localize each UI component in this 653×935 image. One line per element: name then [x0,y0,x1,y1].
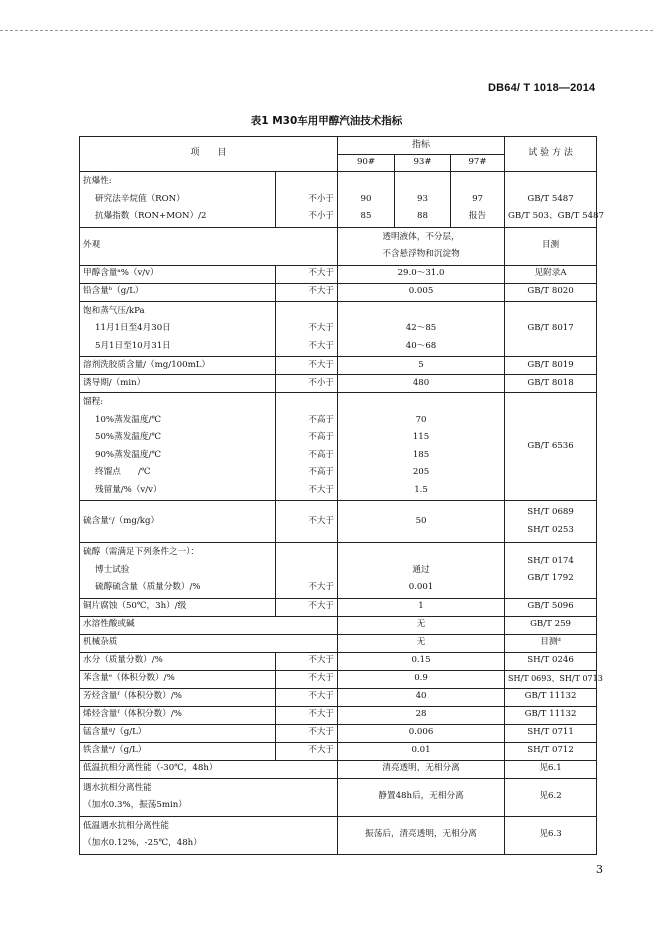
antiknock-93: 93 88 [395,172,451,228]
appearance-method: 目测 [505,227,597,265]
impurities-value: 无 [338,634,505,652]
top-dashed-rule [0,30,653,31]
mercaptan-label: 硫醇（需满足下列条件之一）： 博士试验 硫醇硫含量（质量分数）/% [80,543,276,599]
lowtemp-label: 低温抗相分离性能（-30℃，48h） [80,760,338,778]
row-benzene [80,670,597,688]
induction-method: GB/T 8018 [505,375,597,393]
water-method: SH/T 0246 [505,652,597,670]
methanol-limit: 不大于 [276,265,338,283]
row-iron [80,742,597,760]
header-index: 指标 [338,137,505,155]
row-lead [80,283,597,301]
aromatics-method: GB/T 11132 [505,688,597,706]
header-item: 项 目 [80,137,338,172]
acid-label: 水溶性酸或碱 [80,616,338,634]
header-row [80,137,597,155]
copper-limit: 不大于 [276,598,338,616]
methanol-label: 甲醇含量ᵃ%（v/v） [80,265,276,283]
row-acid [80,616,597,634]
row-methanol [80,265,597,283]
row-vapor-pressure [80,301,597,357]
lowtemp-method: 见6.1 [505,760,597,778]
benzene-limit: 不大于 [276,670,338,688]
lead-label: 铅含量ᵇ（g/L） [80,283,276,301]
lowtempwater-value: 振荡后，清亮透明，无相分离 [338,816,505,854]
vapor-method: GB/T 8017 [505,301,597,357]
antiknock-method: GB/T 5487 GB/T 503、GB/T 5487 [505,172,597,228]
sulfur-value: 50 [338,501,505,543]
water-value: 0.15 [338,652,505,670]
vapor-limit: 不大于 不大于 [276,301,338,357]
lead-method: GB/T 8020 [505,283,597,301]
methanol-method: 见附录A [505,265,597,283]
copper-method: GB/T 5096 [505,598,597,616]
antiknock-label: 抗爆性: 研究法辛烷值（RON） 抗爆指数（RON+MON）/2 [80,172,276,228]
benzene-label: 苯含量ᵉ（体积分数）/% [80,670,276,688]
methanol-value: 29.0～31.0 [338,265,505,283]
row-manganese [80,724,597,742]
distillation-method: GB/T 6536 [505,393,597,501]
gum-label: 溶剂洗胶质含量/（mg/100mL） [80,357,276,375]
sulfur-limit: 不大于 [276,501,338,543]
water-label: 水分（质量分数）/% [80,652,276,670]
vapor-label: 饱和蒸气压/kPa 11月1日至4月30日 5月1日至10月31日 [80,301,276,357]
row-water-phase [80,778,597,816]
lead-value: 0.005 [338,283,505,301]
grade-93: 93# [395,155,451,172]
sulfur-label: 硫含量ᶜ/（mg/kg） [80,501,276,543]
row-mercaptan [80,543,597,599]
lead-limit: 不大于 [276,283,338,301]
lowtempwater-label: 低温遇水抗相分离性能 （加水0.12%，-25℃，48h） [80,816,338,854]
sulfur-method: SH/T 0689 SH/T 0253 [505,501,597,543]
row-impurities [80,634,597,652]
row-lowtemp [80,760,597,778]
induction-label: 诱导期/（min） [80,375,276,393]
antiknock-97: 97 报告 [451,172,505,228]
lowtempwater-method: 见6.3 [505,816,597,854]
grade-97: 97# [451,155,505,172]
olefins-method: GB/T 11132 [505,706,597,724]
table-caption: 表1 M30车用甲醇汽油技术指标 [250,115,403,127]
row-sulfur [80,501,597,543]
copper-value: 1 [338,598,505,616]
standard-number: DB64/ T 1018—2014 [488,82,596,94]
distillation-value: 70 115 185 205 1.5 [338,393,505,501]
header-method: 试 验 方 法 [505,137,597,172]
induction-limit: 不小于 [276,375,338,393]
grade-90: 90# [338,155,395,172]
gum-limit: 不大于 [276,357,338,375]
iron-value: 0.01 [338,742,505,760]
antiknock-limit: 不小于 不小于 [276,172,338,228]
manganese-limit: 不大于 [276,724,338,742]
appearance-value: 透明液体，不分层， 不含悬浮物和沉淀物 [338,227,505,265]
row-olefins [80,706,597,724]
row-distillation [80,393,597,501]
manganese-method: SH/T 0711 [505,724,597,742]
manganese-label: 锰含量ᵍ/（g/L） [80,724,276,742]
iron-method: SH/T 0712 [505,742,597,760]
copper-label: 铜片腐蚀（50℃，3h）/级 [80,598,276,616]
induction-value: 480 [338,375,505,393]
antiknock-90: 90 85 [338,172,395,228]
mercaptan-method: SH/T 0174 GB/T 1792 [505,543,597,599]
benzene-value: 0.9 [338,670,505,688]
iron-limit: 不大于 [276,742,338,760]
mercaptan-limit: 不大于 [276,543,338,599]
acid-method: GB/T 259 [505,616,597,634]
acid-value: 无 [338,616,505,634]
gum-method: GB/T 8019 [505,357,597,375]
aromatics-limit: 不大于 [276,688,338,706]
olefins-limit: 不大于 [276,706,338,724]
water-limit: 不大于 [276,652,338,670]
iron-label: 铁含量ᵃ/（g/L） [80,742,276,760]
row-antiknock [80,172,597,228]
appearance-label: 外观 [80,227,338,265]
impurities-method: 目测ᵈ [505,634,597,652]
row-appearance [80,227,597,265]
row-water [80,652,597,670]
vapor-value: 42～85 40～68 [338,301,505,357]
waterphase-value: 静置48h后，无相分离 [338,778,505,816]
aromatics-label: 芳烃含量ᶠ（体积分数）/% [80,688,276,706]
manganese-value: 0.006 [338,724,505,742]
row-induction [80,375,597,393]
spec-table [79,136,604,855]
waterphase-label: 遇水抗相分离性能 （加水0.3%，振荡5min） [80,778,338,816]
gum-value: 5 [338,357,505,375]
lowtemp-value: 清亮透明，无相分离 [338,760,505,778]
aromatics-value: 40 [338,688,505,706]
mercaptan-value: 通过 0.001 [338,543,505,599]
row-lowtemp-water [80,816,597,854]
olefins-label: 烯烃含量ᶠ（体积分数）/% [80,706,276,724]
olefins-value: 28 [338,706,505,724]
impurities-label: 机械杂质 [80,634,338,652]
page-number: 3 [596,863,603,876]
row-gum [80,357,597,375]
row-aromatics [80,688,597,706]
benzene-method: SH/T 0693、SH/T 0713 [505,670,597,688]
waterphase-method: 见6.2 [505,778,597,816]
distillation-label: 馏程: 10%蒸发温度/℃ 50%蒸发温度/℃ 90%蒸发温度/℃ 终馏点 /℃ 残留量/%（v/v） [80,393,276,501]
row-copper [80,598,597,616]
distillation-limit: 不高于 不高于 不高于 不高于 不大于 [276,393,338,501]
